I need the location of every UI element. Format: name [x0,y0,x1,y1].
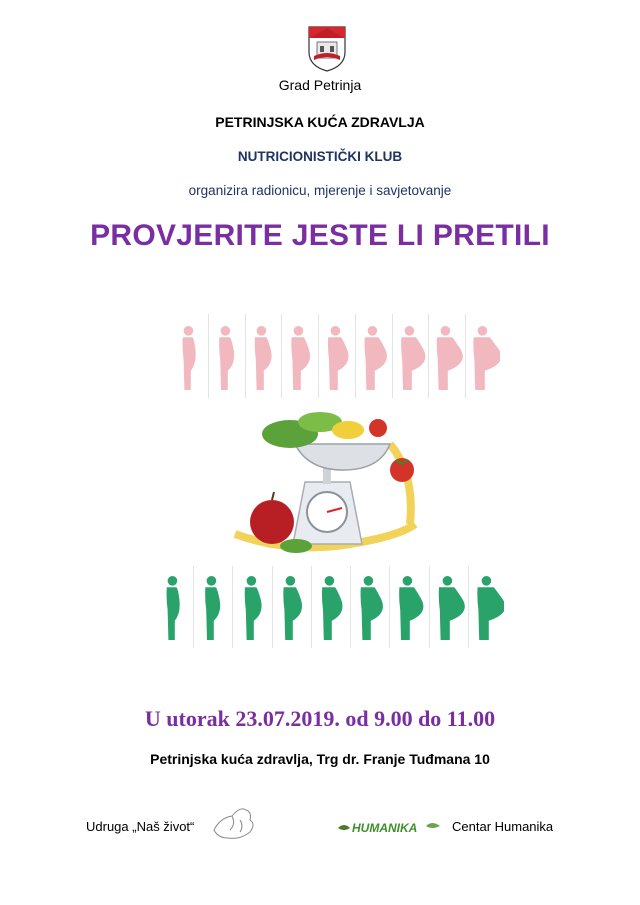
body-silhouette [155,566,193,648]
city-crest-icon [308,26,346,72]
humanika-logo-text: HUMANIKA [352,821,418,835]
body-silhouette [281,314,318,398]
body-silhouette [389,566,428,648]
hand-icon [210,800,258,844]
body-silhouette [208,314,245,398]
body-silhouette [428,314,465,398]
kitchen-scale-icon [230,404,420,564]
body-silhouette [465,314,502,398]
city-name: Grad Petrinja [278,77,362,93]
event-address: Petrinjska kuća zdravlja, Trg dr. Franje Tuđmana 10 [150,751,490,767]
partner-left-name: Udruga „Naš život“ [86,819,195,834]
page-title: PROVJERITE JESTE LI PRETILI [90,219,550,252]
body-silhouette [429,566,468,648]
partner-right-name: Centar Humanika [452,819,554,834]
body-silhouette [318,314,355,398]
body-silhouette [193,566,232,648]
silhouette-row-bottom [155,566,507,648]
body-silhouette [232,566,271,648]
body-silhouette [272,566,311,648]
humanika-logo [336,816,442,838]
body-silhouette [392,314,429,398]
event-date: U utorak 23.07.2019. od 9.00 do 11.00 [144,706,496,731]
body-silhouette [350,566,389,648]
organization-name: PETRINJSKA KUĆA ZDRAVLJA [215,114,425,130]
body-silhouette [468,566,507,648]
body-silhouette [311,566,350,648]
body-silhouette [172,314,208,398]
body-silhouette [245,314,282,398]
subtitle: organizira radionicu, mjerenje i savjetovanje [188,183,452,198]
silhouette-row-top [172,314,502,398]
body-silhouette [355,314,392,398]
club-name: NUTRICIONISTIČKI KLUB [237,149,403,164]
